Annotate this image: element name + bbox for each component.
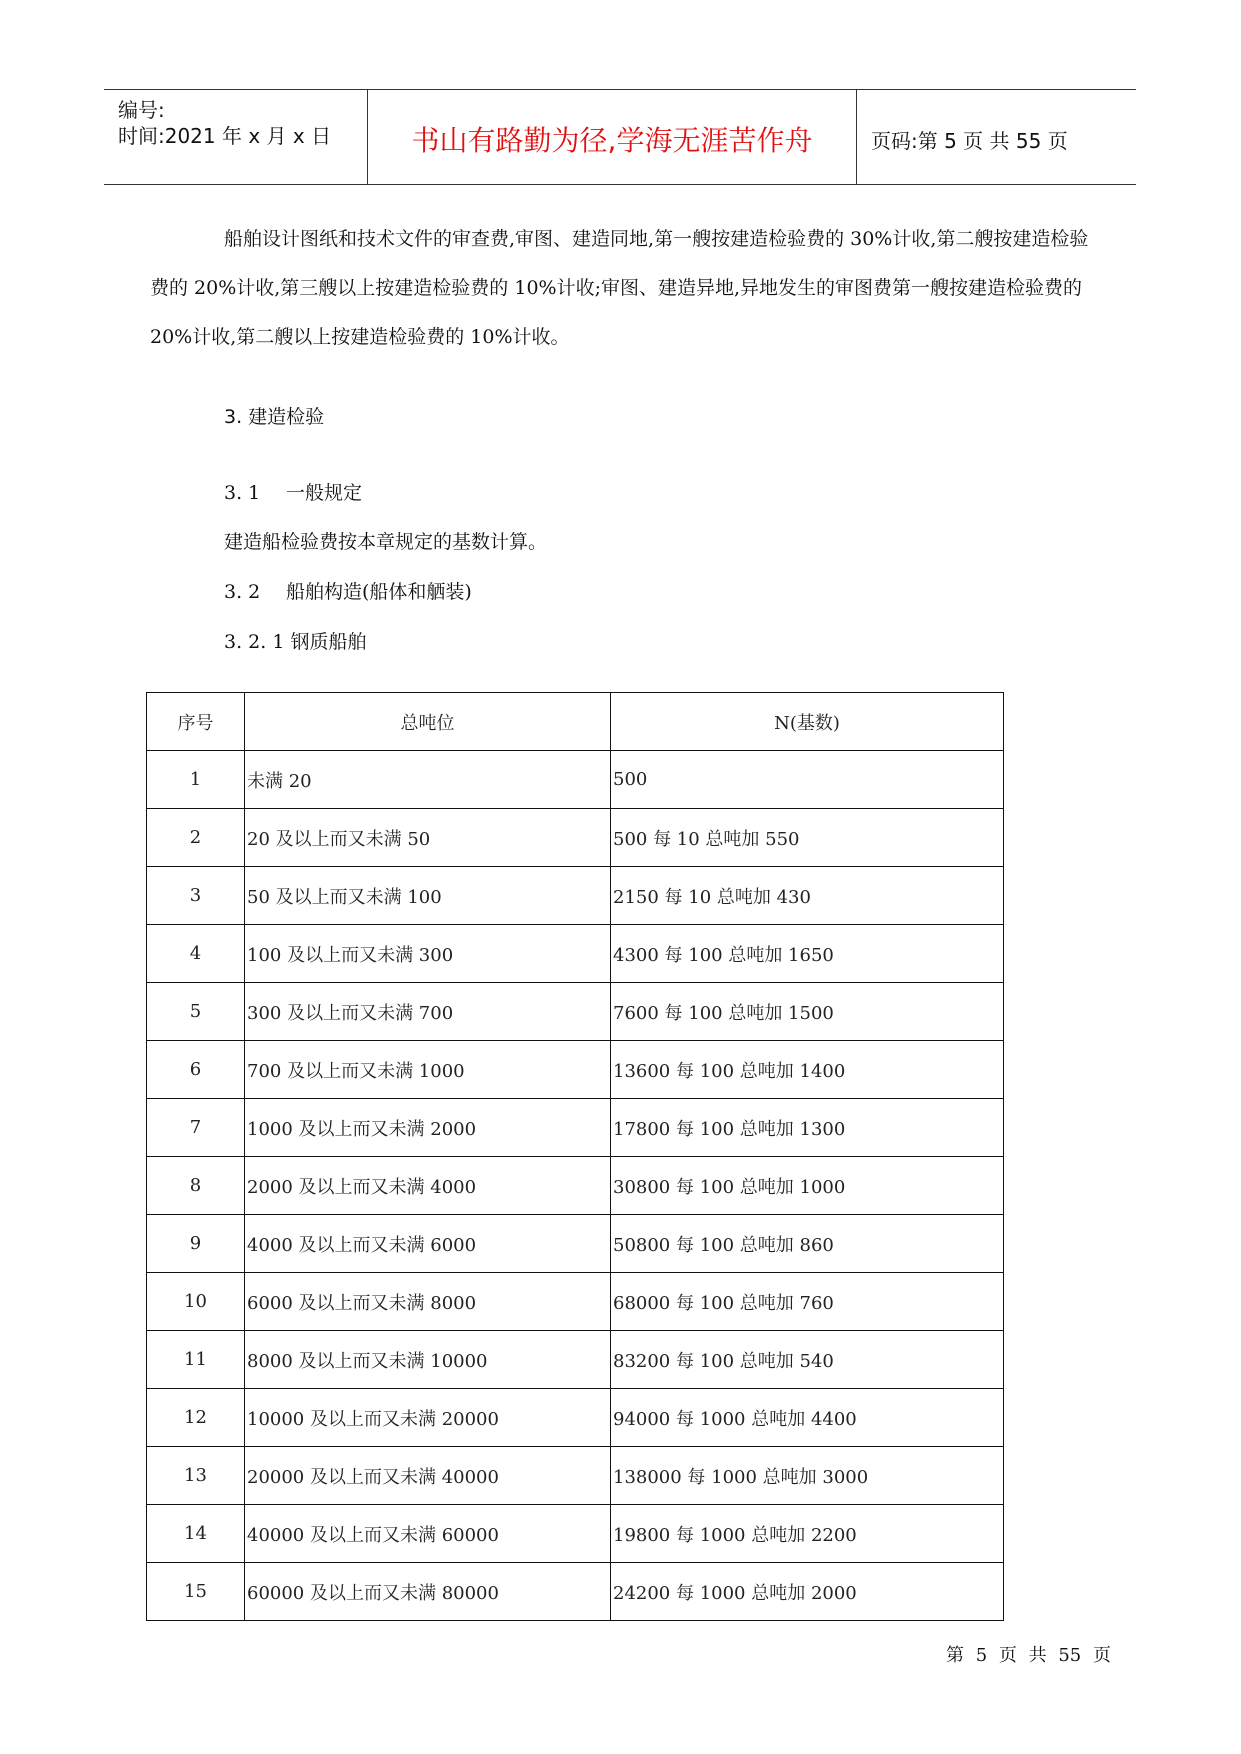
tonnage-fee-table bbox=[146, 692, 1004, 1621]
cell-serial: 9 bbox=[147, 1215, 245, 1273]
cell-base-n: 19800 每 1000 总吨加 2200 bbox=[611, 1505, 1004, 1563]
table-row bbox=[147, 1099, 1004, 1157]
subsection-3-1 bbox=[224, 478, 362, 505]
cell-gross-tonnage: 2000 及以上而又未满 4000 bbox=[245, 1157, 611, 1215]
cell-serial: 11 bbox=[147, 1331, 245, 1389]
cell-serial: 14 bbox=[147, 1505, 245, 1563]
cell-base-n: 68000 每 100 总吨加 760 bbox=[611, 1273, 1004, 1331]
table-row bbox=[147, 1331, 1004, 1389]
table-header-row bbox=[147, 693, 1004, 751]
table-row bbox=[147, 1389, 1004, 1447]
table-row bbox=[147, 1041, 1004, 1099]
cell-base-n: 500 每 10 总吨加 550 bbox=[611, 809, 1004, 867]
cell-base-n: 50800 每 100 总吨加 860 bbox=[611, 1215, 1004, 1273]
page-header bbox=[104, 89, 1136, 185]
header-time-label: 时间:2021 年 x 月 x 日 bbox=[118, 124, 332, 148]
subsection-3-2-number: 3. 2 bbox=[224, 581, 261, 603]
review-fee-paragraph: 船舶设计图纸和技术文件的审查费,审图、建造同地,第一艘按建造检验费的 30%计收,第二艘按建造检验费的 20%计收,第三艘以上按建造检验费的 10%计收;审图、建造异地,异地发生的审图费第一艘按建造检验费的 20%计收,第二艘以上按建造检验费的 10%计收。 bbox=[150, 228, 1089, 348]
cell-base-n: 17800 每 100 总吨加 1300 bbox=[611, 1099, 1004, 1157]
table-row bbox=[147, 1505, 1004, 1563]
subsection-3-2 bbox=[224, 577, 472, 604]
subsection-3-1-text: 一般规定 bbox=[286, 482, 363, 504]
cell-base-n: 7600 每 100 总吨加 1500 bbox=[611, 983, 1004, 1041]
cell-base-n: 4300 每 100 总吨加 1650 bbox=[611, 925, 1004, 983]
table-row bbox=[147, 1563, 1004, 1621]
header-gross-tonnage: 总吨位 bbox=[245, 693, 611, 751]
cell-base-n: 24200 每 1000 总吨加 2000 bbox=[611, 1563, 1004, 1621]
table-row bbox=[147, 751, 1004, 809]
cell-gross-tonnage: 40000 及以上而又未满 60000 bbox=[245, 1505, 611, 1563]
header-left-cell bbox=[104, 90, 368, 184]
cell-gross-tonnage: 20 及以上而又未满 50 bbox=[245, 809, 611, 867]
subsection-3-2-text: 船舶构造(船体和舾装) bbox=[286, 581, 472, 603]
cell-gross-tonnage: 300 及以上而又未满 700 bbox=[245, 983, 611, 1041]
cell-base-n: 13600 每 100 总吨加 1400 bbox=[611, 1041, 1004, 1099]
header-motto: 书山有路勤为径,学海无涯苦作舟 bbox=[411, 124, 813, 157]
cell-base-n: 94000 每 1000 总吨加 4400 bbox=[611, 1389, 1004, 1447]
cell-gross-tonnage: 20000 及以上而又未满 40000 bbox=[245, 1447, 611, 1505]
cell-serial: 3 bbox=[147, 867, 245, 925]
cell-gross-tonnage: 50 及以上而又未满 100 bbox=[245, 867, 611, 925]
cell-base-n: 2150 每 10 总吨加 430 bbox=[611, 867, 1004, 925]
cell-serial: 8 bbox=[147, 1157, 245, 1215]
header-serial: 序号 bbox=[147, 693, 245, 751]
cell-serial: 5 bbox=[147, 983, 245, 1041]
cell-gross-tonnage: 60000 及以上而又未满 80000 bbox=[245, 1563, 611, 1621]
cell-gross-tonnage: 未满 20 bbox=[245, 751, 611, 809]
cell-serial: 1 bbox=[147, 751, 245, 809]
table-row bbox=[147, 1157, 1004, 1215]
table-row bbox=[147, 867, 1004, 925]
subsection-3-2-1: 3. 2. 1 钢质船舶 bbox=[224, 631, 367, 653]
header-base-n: N(基数) bbox=[611, 693, 1004, 751]
cell-base-n: 138000 每 1000 总吨加 3000 bbox=[611, 1447, 1004, 1505]
cell-serial: 12 bbox=[147, 1389, 245, 1447]
cell-gross-tonnage: 1000 及以上而又未满 2000 bbox=[245, 1099, 611, 1157]
cell-gross-tonnage: 8000 及以上而又未满 10000 bbox=[245, 1331, 611, 1389]
cell-gross-tonnage: 10000 及以上而又未满 20000 bbox=[245, 1389, 611, 1447]
header-motto-cell bbox=[368, 90, 857, 184]
cell-gross-tonnage: 6000 及以上而又未满 8000 bbox=[245, 1273, 611, 1331]
cell-serial: 13 bbox=[147, 1447, 245, 1505]
header-number-label: 编号: bbox=[118, 98, 165, 122]
subsection-3-1-number: 3. 1 bbox=[224, 482, 261, 504]
header-page-cell bbox=[857, 90, 1136, 184]
table-row bbox=[147, 1273, 1004, 1331]
cell-gross-tonnage: 4000 及以上而又未满 6000 bbox=[245, 1215, 611, 1273]
section-title: 3. 建造检验 bbox=[224, 406, 325, 428]
cell-serial: 4 bbox=[147, 925, 245, 983]
table-row bbox=[147, 1447, 1004, 1505]
table-row bbox=[147, 983, 1004, 1041]
cell-base-n: 500 bbox=[611, 751, 1004, 809]
base-calculation-note: 建造船检验费按本章规定的基数计算。 bbox=[224, 531, 548, 553]
table-row bbox=[147, 925, 1004, 983]
cell-gross-tonnage: 100 及以上而又未满 300 bbox=[245, 925, 611, 983]
cell-base-n: 83200 每 100 总吨加 540 bbox=[611, 1331, 1004, 1389]
cell-serial: 10 bbox=[147, 1273, 245, 1331]
page-footer: 第 5 页 共 55 页 bbox=[946, 1645, 1111, 1666]
cell-serial: 7 bbox=[147, 1099, 245, 1157]
table-row bbox=[147, 1215, 1004, 1273]
cell-serial: 2 bbox=[147, 809, 245, 867]
cell-base-n: 30800 每 100 总吨加 1000 bbox=[611, 1157, 1004, 1215]
header-page-label: 页码:第 5 页 共 55 页 bbox=[871, 129, 1068, 153]
table-row bbox=[147, 809, 1004, 867]
table-body bbox=[147, 751, 1004, 1621]
cell-gross-tonnage: 700 及以上而又未满 1000 bbox=[245, 1041, 611, 1099]
cell-serial: 6 bbox=[147, 1041, 245, 1099]
cell-serial: 15 bbox=[147, 1563, 245, 1621]
